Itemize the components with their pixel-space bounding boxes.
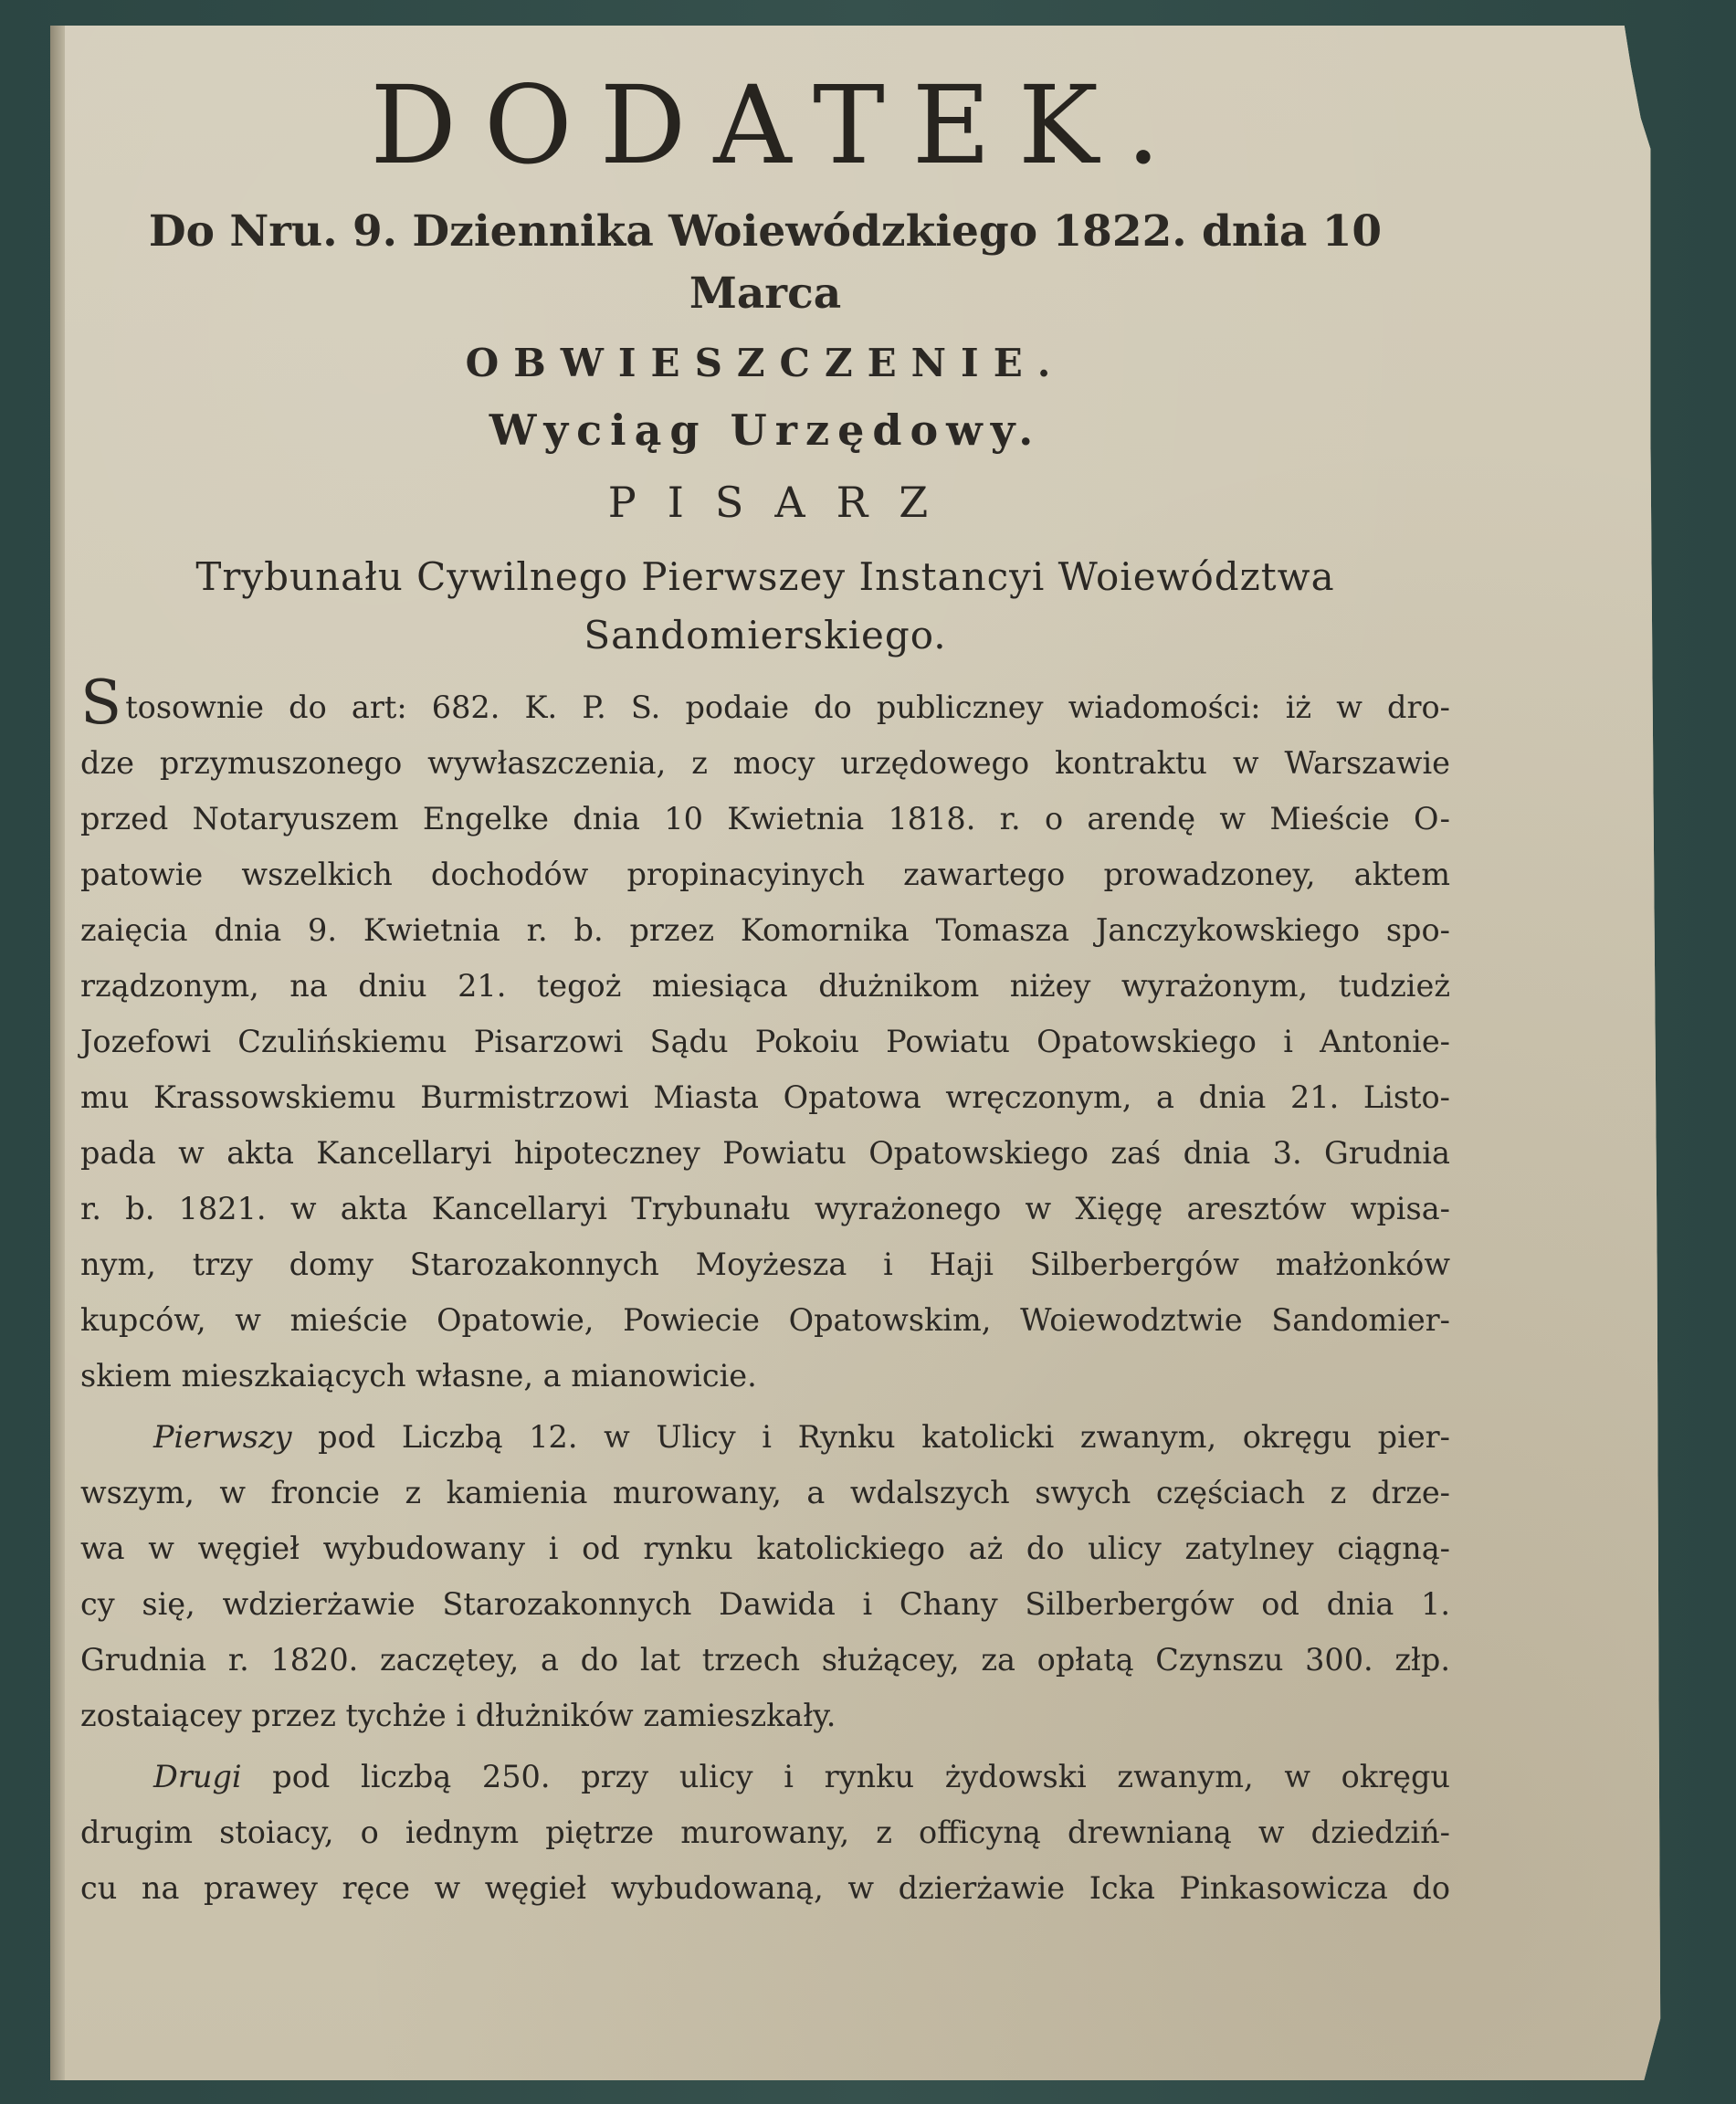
page-gutter (50, 26, 65, 2080)
paragraph-line: Jozefowi Czulińskiemu Pisarzowi Sądu Pokoiu Powiatu Opatowskiego i Antonie- (80, 1024, 1450, 1059)
paragraph-line: r. b. 1821. w akta Kancellaryi Trybunału wyrażonego w Xięgę aresztów wpisa- (80, 1191, 1450, 1226)
paragraph-line-rest: pod liczbą 250. przy ulicy i rynku żydowski zwanym, w okręgu (272, 1759, 1450, 1794)
announcement-heading: OBWIESZCZENIE. (465, 341, 1066, 385)
paragraph-line: mu Krassowskiemu Burmistrzowi Miasta Opatowa wręczonym, a dnia 21. Listo- (80, 1079, 1450, 1115)
paragraph-lead: Drugi (153, 1759, 242, 1794)
issue-date-line: Do Nru. 9. Dziennika Woiewódzkiego 1822. dnia 10 Marca (148, 206, 1383, 319)
paragraph-line: patowie wszelkich dochodów propinacyinych zawartego prowadzoney, aktem (80, 857, 1450, 892)
paragraph-line: dze przymuszonego wywłaszczenia, z mocy urzędowego kontraktu w Warszawie (80, 745, 1450, 781)
paragraph-1 (80, 668, 1450, 1404)
paragraph-line: nym, trzy domy Starozakonnych Moyżesza i Haji Silberbergów małżonków (80, 1247, 1450, 1282)
tribunal-line-1: Trybunału Cywilnego Pierwszey Instancyi Woiewództwa (195, 554, 1335, 599)
paragraph-line: drugim stoiacy, o iednym piętrze murowany, z officyną drewnianą w dziedziń- (80, 1815, 1450, 1850)
body-text (80, 668, 1450, 1916)
document-title: DODATEK. (370, 62, 1188, 188)
paragraph-lead: Pierwszy (153, 1419, 292, 1455)
paragraph-line (80, 1409, 1450, 1465)
paragraph-line (80, 1749, 1450, 1804)
paragraph-line: zaięcia dnia 9. Kwietnia r. b. przez Komornika Tomasza Janczykowskiego spo- (80, 912, 1450, 948)
paragraph-line: rządzonym, na dniu 21. tegoż miesiąca dłużnikom niżey wyrażonym, tudzież (80, 968, 1450, 1004)
excerpt-heading: Wyciąg Urzędowy. (489, 405, 1042, 455)
role-heading: PISARZ (607, 478, 960, 527)
paragraph-line: skiem mieszkaiących własne, a mianowicie. (80, 1358, 757, 1394)
paragraph-2 (80, 1409, 1450, 1743)
paragraph-line: kupców, w mieście Opatowie, Powiecie Opatowskim, Woiewodztwie Sandomier- (80, 1302, 1450, 1338)
paragraph-line: Grudnia r. 1820. zaczętey, a do lat trzech służącey, za opłatą Czynszu 300. złp. (80, 1642, 1450, 1678)
tribunal-line-2: Sandomierskiego. (584, 613, 947, 658)
paragraph-line: wszym, w froncie z kamienia murowany, a wdalszych swych częściach z drze- (80, 1475, 1450, 1510)
paragraph-line: przed Notaryuszem Engelke dnia 10 Kwietnia 1818. r. o arendę w Mieście O- (80, 801, 1450, 836)
paragraph-line: pada w akta Kancellaryi hipoteczney Powiatu Opatowskiego zaś dnia 3. Grudnia (80, 1135, 1450, 1171)
paragraph-line: tosownie do art: 682. K. P. S. podaie do publiczney wiadomości: iż w dro- (125, 689, 1450, 725)
document-content (80, 57, 1450, 1916)
paragraph-line: cu na prawey ręce w węgieł wybudowaną, w dzierżawie Icka Pinkasowicza do (80, 1870, 1450, 1906)
paragraph-line: zostaiącey przez tychże i dłużników zamieszkały. (80, 1698, 836, 1733)
paragraph-line-rest: pod Liczbą 12. w Ulicy i Rynku katolicki zwanym, okręgu pier- (318, 1419, 1450, 1455)
paragraph-3 (80, 1749, 1450, 1916)
drop-cap: S (80, 668, 122, 738)
paragraph-line: wa w węgieł wybudowany i od rynku katolickiego aż do ulicy zatylney ciągną- (80, 1531, 1450, 1566)
paragraph-line: cy się, wdzierżawie Starozakonnych Dawida i Chany Silberbergów od dnia 1. (80, 1586, 1450, 1622)
